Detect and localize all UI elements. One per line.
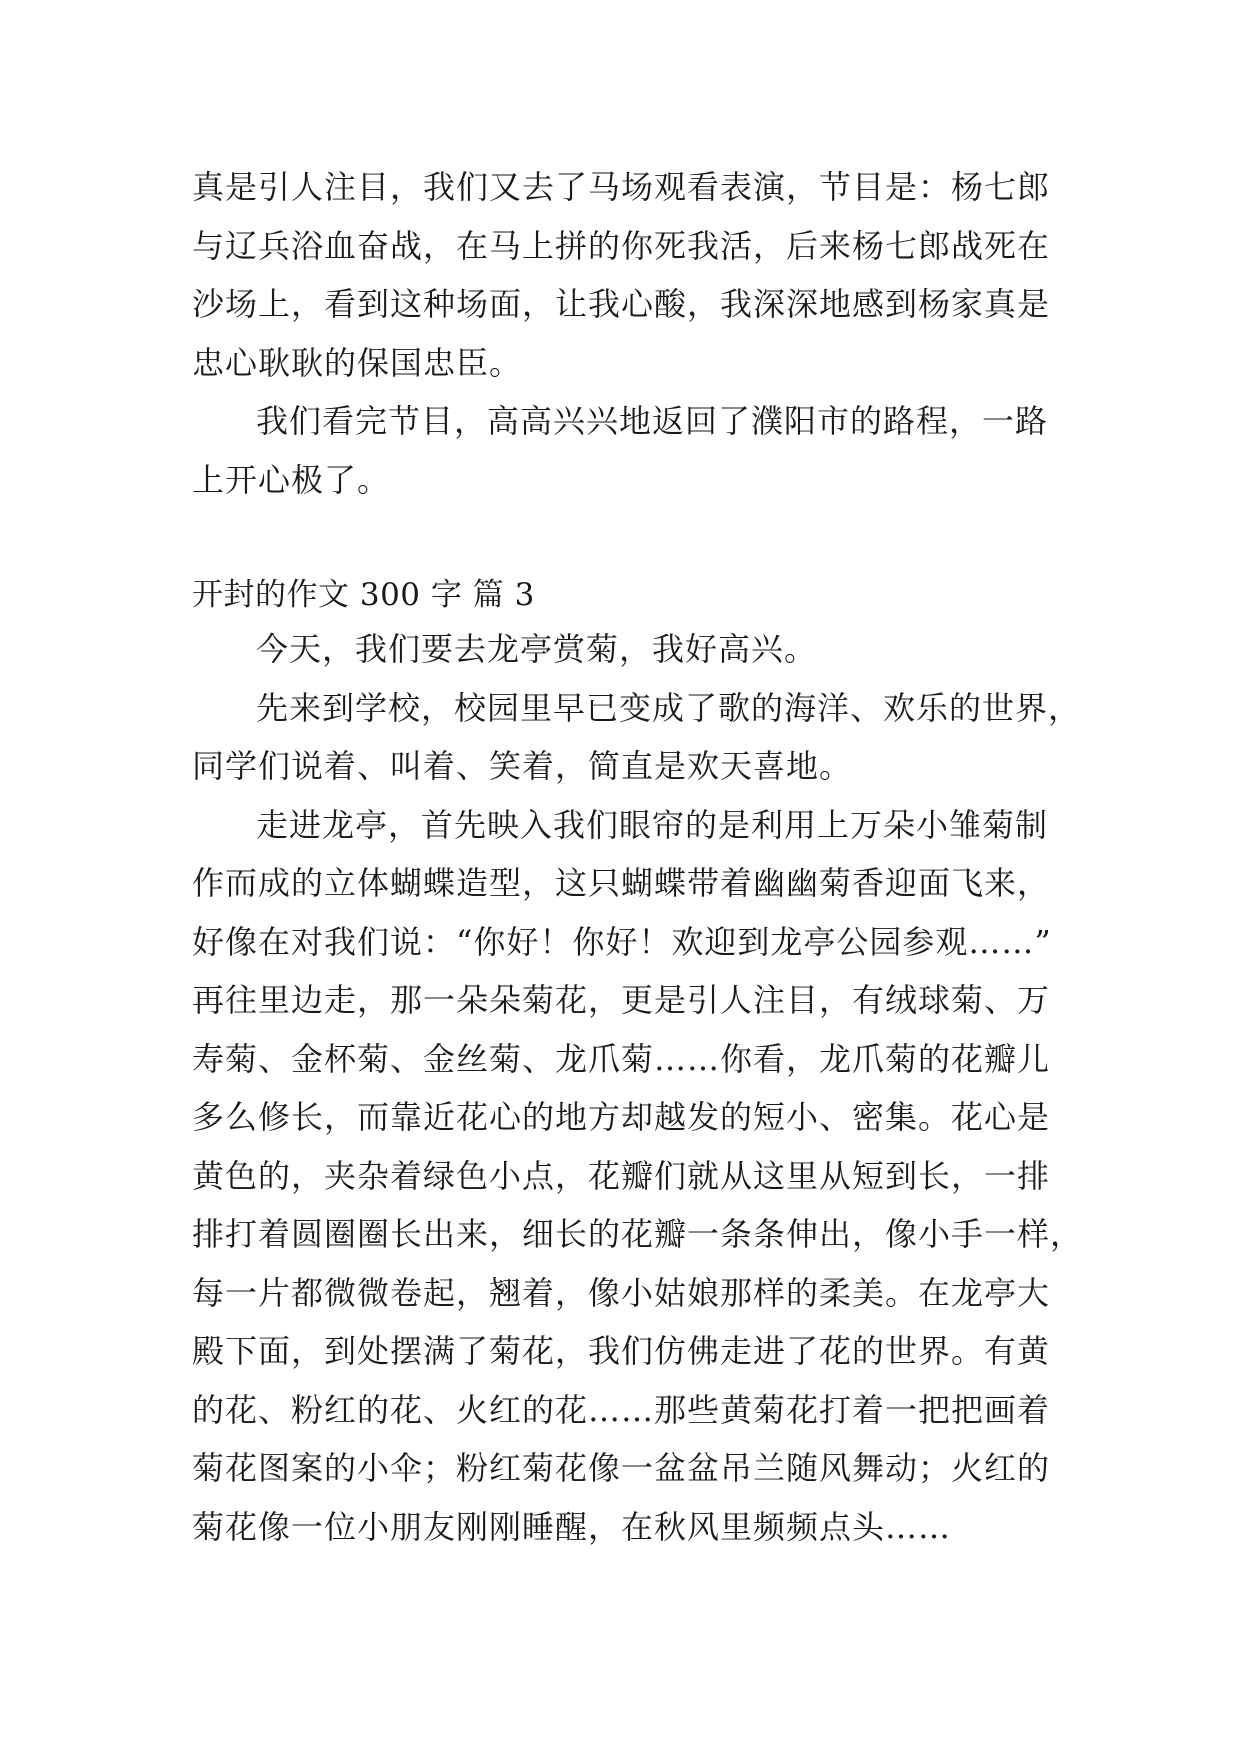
text-line: 寿菊、金杯菊、金丝菊、龙爪菊……你看，龙爪菊的花瓣儿: [192, 1039, 1051, 1078]
paragraph-longting: [192, 796, 1084, 1557]
text-line: 排打着圆圈圈长出来，细长的花瓣一条条伸出，像小手一样，: [192, 1215, 1084, 1253]
text-line: 真是引人注目，我们又去了马场观看表演，节目是：杨七郎: [192, 168, 1051, 206]
text-line: 与辽兵浴血奋战，在马上拼的你死我活，后来杨七郎战死在: [192, 226, 1051, 265]
text-line: 同学们说着、叫着、笑着，简直是欢天喜地。: [192, 747, 853, 785]
text-line: 黄色的，夹杂着绿色小点，花瓣们就从这里从短到长，一排: [192, 1156, 1051, 1195]
paragraph-school: [192, 679, 1082, 796]
text-line: 的花、粉红的花、火红的花……那些黄菊花打着一把把画着: [192, 1390, 1051, 1429]
top-text-block: [192, 158, 1051, 509]
text-line: 我们看完节目，高高兴兴地返回了濮阳市的路程，一路: [256, 402, 1049, 440]
text-line: 菊花像一位小朋友刚刚睡醒，在秋风里频频点头……: [192, 1507, 952, 1546]
text-line: 好像在对我们说：“你好！你好！欢迎到龙亭公园参观……”: [192, 922, 1052, 961]
text-line: 每一片都微微卷起，翘着，像小姑娘那样的柔美。在龙亭大: [192, 1273, 1051, 1312]
text-line: 再往里边走，那一朵朵菊花，更是引人注目，有绒球菊、万: [192, 981, 1051, 1019]
essay-heading: 开封的作文 300 字 篇 3: [192, 577, 535, 613]
paragraph-intro: [192, 620, 1048, 679]
text-line: 走进龙亭，首先映入我们眼帘的是利用上万朵小雏菊制: [256, 805, 1049, 844]
bottom-text-block: [192, 620, 1084, 1556]
text-line: 作而成的立体蝴蝶造型，这只蝴蝶带着幽幽菊香迎面飞来，: [192, 864, 1051, 902]
paragraph-continuation: [192, 158, 1051, 392]
paragraph-return-trip: [192, 392, 1048, 509]
text-line: 殿下面，到处摆满了菊花，我们仿佛走进了花的世界。有黄: [192, 1332, 1051, 1370]
text-line: 上开心极了。: [192, 460, 391, 499]
text-line: 先来到学校，校园里早已变成了歌的海洋、欢乐的世界，: [256, 688, 1082, 727]
text-line: 沙场上，看到这种场面，让我心酸，我深深地感到杨家真是: [192, 285, 1051, 323]
text-line: 菊花图案的小伞；粉红菊花像一盆盆吊兰随风舞动；火红的: [192, 1449, 1051, 1487]
text-line: 今天，我们要去龙亭赏菊，我好高兴。: [256, 630, 818, 668]
text-line: 忠心耿耿的保国忠臣。: [192, 343, 523, 382]
text-line: 多么修长，而靠近花心的地方却越发的短小、密集。花心是: [192, 1098, 1051, 1136]
